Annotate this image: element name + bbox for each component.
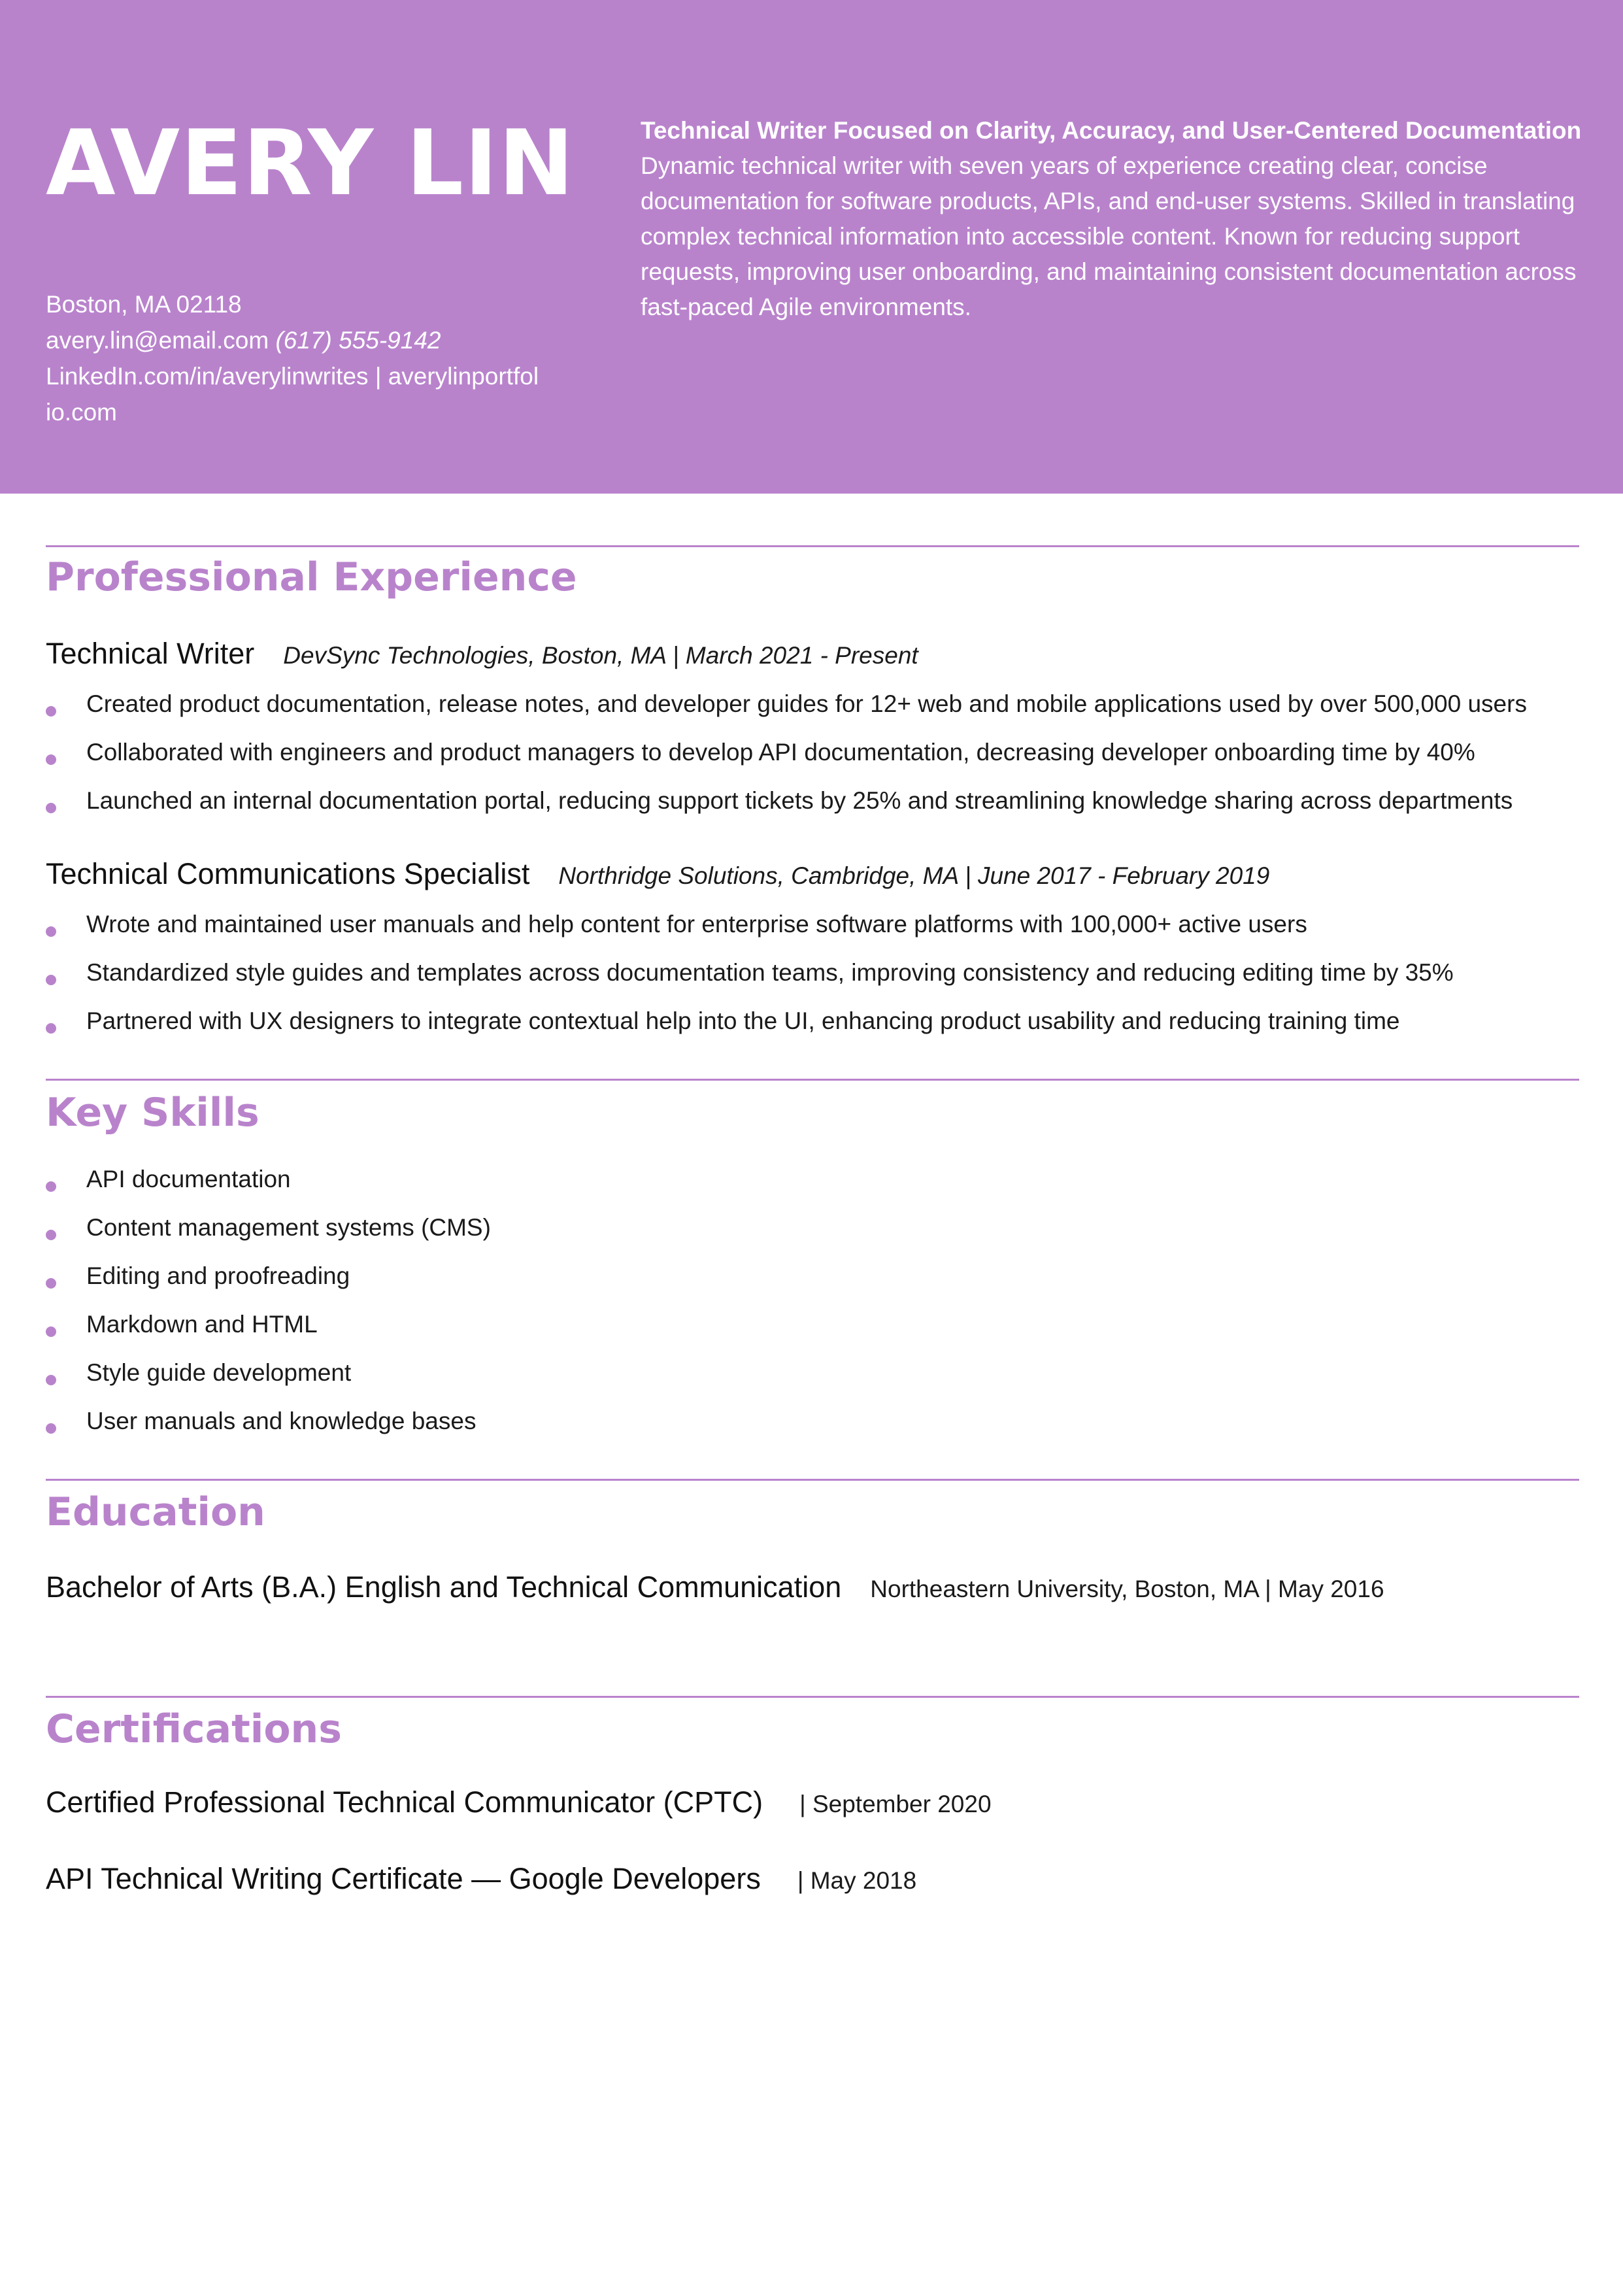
job-bullets — [46, 900, 1579, 1045]
profile-links-wrap[interactable]: io.com — [46, 399, 117, 426]
section-divider — [46, 1479, 1579, 1481]
certification-entry — [46, 1783, 992, 1829]
education-entry — [46, 1568, 1384, 1614]
phone-number: (617) 555-9142 — [275, 327, 441, 354]
job-title: Technical Writer — [46, 637, 255, 670]
bullet-dot-icon — [46, 1230, 56, 1240]
skill-item — [46, 1155, 1579, 1204]
contact-block — [46, 286, 569, 430]
bullet-text: Created product documentation, release notes, and developer guides for 12+ web and mobile applications used by over 500,000 users — [86, 690, 1527, 717]
bullet-dot-icon — [46, 754, 56, 765]
skill-text: Markdown and HTML — [86, 1311, 318, 1338]
job-heading — [46, 634, 918, 675]
section-title-experience: Professional Experience — [46, 554, 577, 600]
job-meta: Northridge Solutions, Cambridge, MA | June 2017 - February 2019 — [558, 862, 1270, 889]
section-title-education: Education — [46, 1489, 265, 1535]
bullet-dot-icon — [46, 1181, 56, 1192]
bullet-dot-icon — [46, 975, 56, 985]
email-link[interactable]: avery.lin@email.com — [46, 327, 269, 354]
skill-text: Content management systems (CMS) — [86, 1214, 491, 1241]
location: Boston, MA 02118 — [46, 291, 242, 318]
job-title: Technical Communications Specialist — [46, 857, 530, 890]
certification-name: Certified Professional Technical Communicator (CPTC) — [46, 1785, 763, 1819]
skill-item — [46, 1300, 1579, 1349]
bullet-dot-icon — [46, 803, 56, 813]
bullet-dot-icon — [46, 1023, 56, 1034]
job-heading — [46, 854, 1269, 896]
section-divider — [46, 545, 1579, 547]
skill-text: User manuals and knowledge bases — [86, 1408, 477, 1434]
bullet-dot-icon — [46, 926, 56, 937]
job-bullets — [46, 680, 1579, 825]
school-info: Northeastern University, Boston, MA | May 2016 — [870, 1576, 1384, 1602]
skill-text: API documentation — [86, 1166, 291, 1192]
skill-item — [46, 1349, 1579, 1397]
bullet-text: Collaborated with engineers and product managers to develop API documentation, decreasing developer onboarding time by 40% — [86, 739, 1475, 766]
certification-name: API Technical Writing Certificate — Google Developers — [46, 1862, 761, 1895]
bullet-item — [46, 777, 1579, 825]
summary-text: Dynamic technical writer with seven years of experience creating clear, concise documentation for software products, APIs, and end-user systems. Skilled in translating complex technical information into accessible content. Known for reducing support requests, improving user onboarding, and maintaining consistent documentation across fast-paced Agile environments. — [641, 152, 1577, 320]
degree: Bachelor of Arts (B.A.) English and Technical Communication — [46, 1570, 842, 1604]
bullet-dot-icon — [46, 1423, 56, 1434]
bullet-dot-icon — [46, 1375, 56, 1385]
summary-headline: Technical Writer Focused on Clarity, Accuracy, and User-Centered Documentation — [641, 117, 1582, 144]
email-phone-line — [46, 322, 569, 358]
bullet-dot-icon — [46, 1326, 56, 1337]
section-divider — [46, 1079, 1579, 1081]
profile-links[interactable]: LinkedIn.com/in/averylinwrites | averylinportfol — [46, 363, 539, 390]
section-title-skills: Key Skills — [46, 1090, 259, 1136]
bullet-text: Wrote and maintained user manuals and help content for enterprise software platforms with 100,000+ active users — [86, 911, 1307, 937]
bullet-text: Partnered with UX designers to integrate contextual help into the UI, enhancing product usability and reducing training time — [86, 1007, 1400, 1034]
bullet-dot-icon — [46, 706, 56, 717]
bullet-item — [46, 728, 1579, 777]
certification-entry — [46, 1859, 916, 1906]
job-meta: DevSync Technologies, Boston, MA | March 2021 - Present — [283, 642, 918, 669]
candidate-name: AVERY LIN — [46, 110, 575, 216]
bullet-text: Standardized style guides and templates across documentation teams, improving consistency and reducing editing time by 35% — [86, 959, 1454, 986]
certification-date: | May 2018 — [797, 1867, 917, 1894]
section-divider — [46, 1696, 1579, 1698]
profile-summary — [641, 113, 1582, 325]
bullet-item — [46, 900, 1579, 949]
skill-item — [46, 1397, 1579, 1445]
skill-item — [46, 1204, 1579, 1252]
certification-date: | September 2020 — [799, 1791, 992, 1817]
section-title-certifications: Certifications — [46, 1706, 342, 1752]
bullet-item — [46, 680, 1579, 728]
bullet-item — [46, 997, 1579, 1045]
resume-header — [0, 0, 1623, 494]
skills-list — [46, 1155, 1579, 1445]
bullet-item — [46, 949, 1579, 997]
bullet-text: Launched an internal documentation portal, reducing support tickets by 25% and streamlining knowledge sharing across departments — [86, 787, 1513, 814]
skill-item — [46, 1252, 1579, 1300]
skill-text: Editing and proofreading — [86, 1262, 350, 1289]
skill-text: Style guide development — [86, 1359, 352, 1386]
bullet-dot-icon — [46, 1278, 56, 1289]
